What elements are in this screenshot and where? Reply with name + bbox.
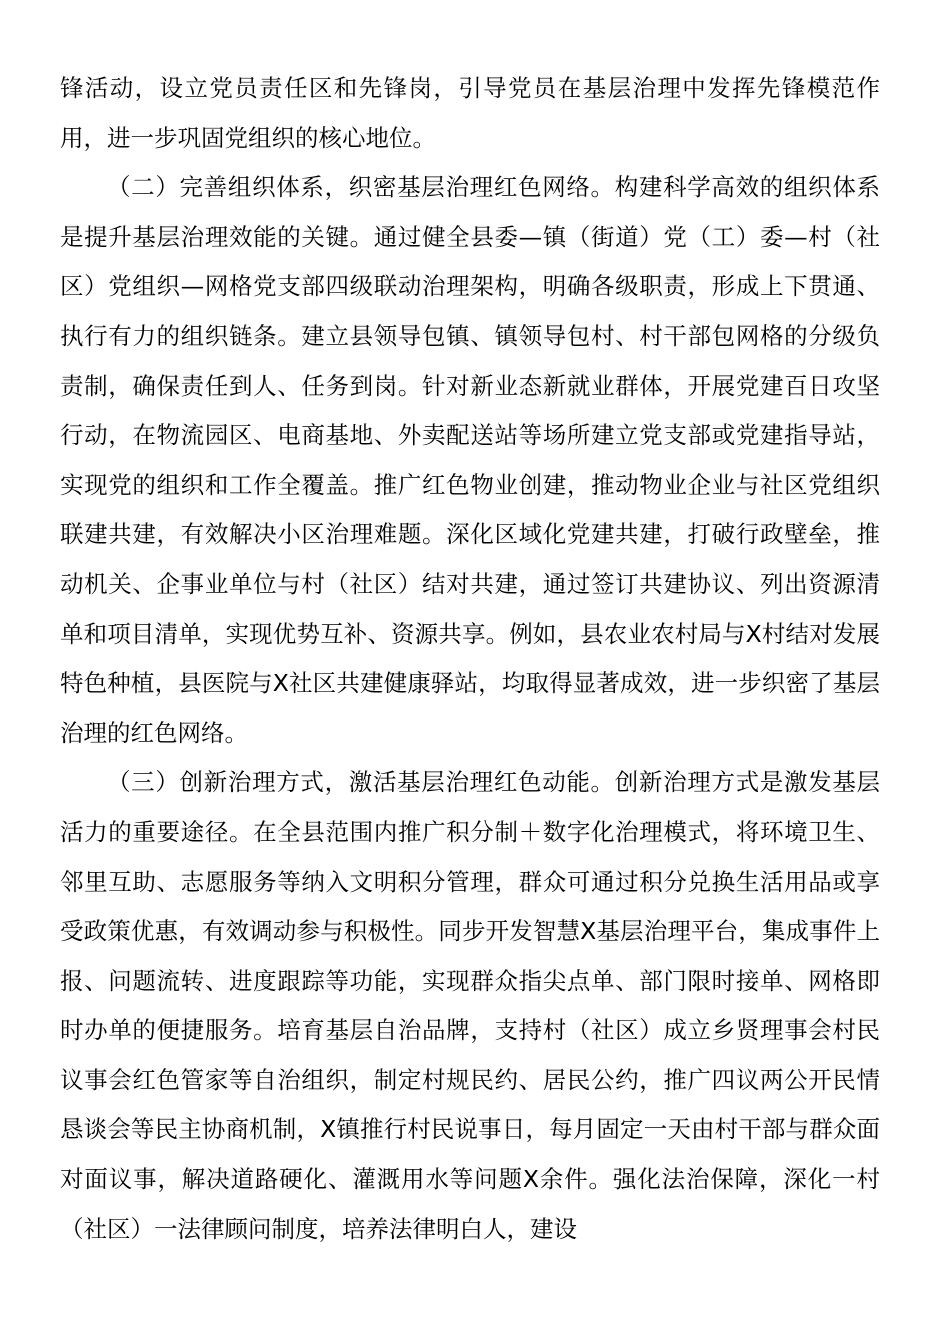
section-two-paragraph: （二）完善组织体系，织密基层治理红色网络。构建科学高效的组织体系是提升基层治理效能的关键。通过健全县委—镇（街道）党（工）委—村（社区）党组织—网格党支部四级联动治理架构，明确各级职责，形成上下贯通、执行有力的组织链条。建立县领导包镇、镇领导包村、村干部包网格的分级负责制，确保责任到人、任务到岗。针对新业态新就业群体，开展党建百日攻坚行动，在物流园区、电商基地、外卖配送站等场所建立党支部或党建指导站，实现党的组织和工作全覆盖。推广红色物业创建，推动物业企业与社区党组织联建共建，有效解决小区治理难题。深化区域化党建共建，打破行政壁垒，推动机关、企事业单位与村（社区）结对共建，通过签订共建协议、列出资源清单和项目清单，实现优势互补、资源共享。例如，县农业农村局与X村结对发展特色种植，县医院与X社区共建健康驿站，均取得显著成效，进一步织密了基层治理的红色网络。 xyxy=(60,173,880,747)
body-paragraph-continued: 锋活动，设立党员责任区和先锋岗，引导党员在基层治理中发挥先锋模范作用，进一步巩固党组织的核心地位。 xyxy=(60,74,880,152)
document-page xyxy=(60,64,880,1254)
section-three-paragraph: （三）创新治理方式，激活基层治理红色动能。创新治理方式是激发基层活力的重要途径。在全县范围内推广积分制＋数字化治理模式，将环境卫生、邻里互助、志愿服务等纳入文明积分管理，群众可通过积分兑换生活用品或享受政策优惠，有效调动参与积极性。同步开发智慧X基层治理平台，集成事件上报、问题流转、进度跟踪等功能，实现群众指尖点单、部门限时接单、网格即时办单的便捷服务。培育基层自治品牌，支持村（社区）成立乡贤理事会村民议事会红色管家等自治组织，制定村规民约、居民公约，推广四议两公开民情恳谈会等民主协商机制，X镇推行村民说事日，每月固定一天由村干部与群众面对面议事，解决道路硬化、灌溉用水等问题X余件。强化法治保障，深化一村（社区）一法律顾问制度，培养法律明白人，建设 xyxy=(60,768,880,1243)
